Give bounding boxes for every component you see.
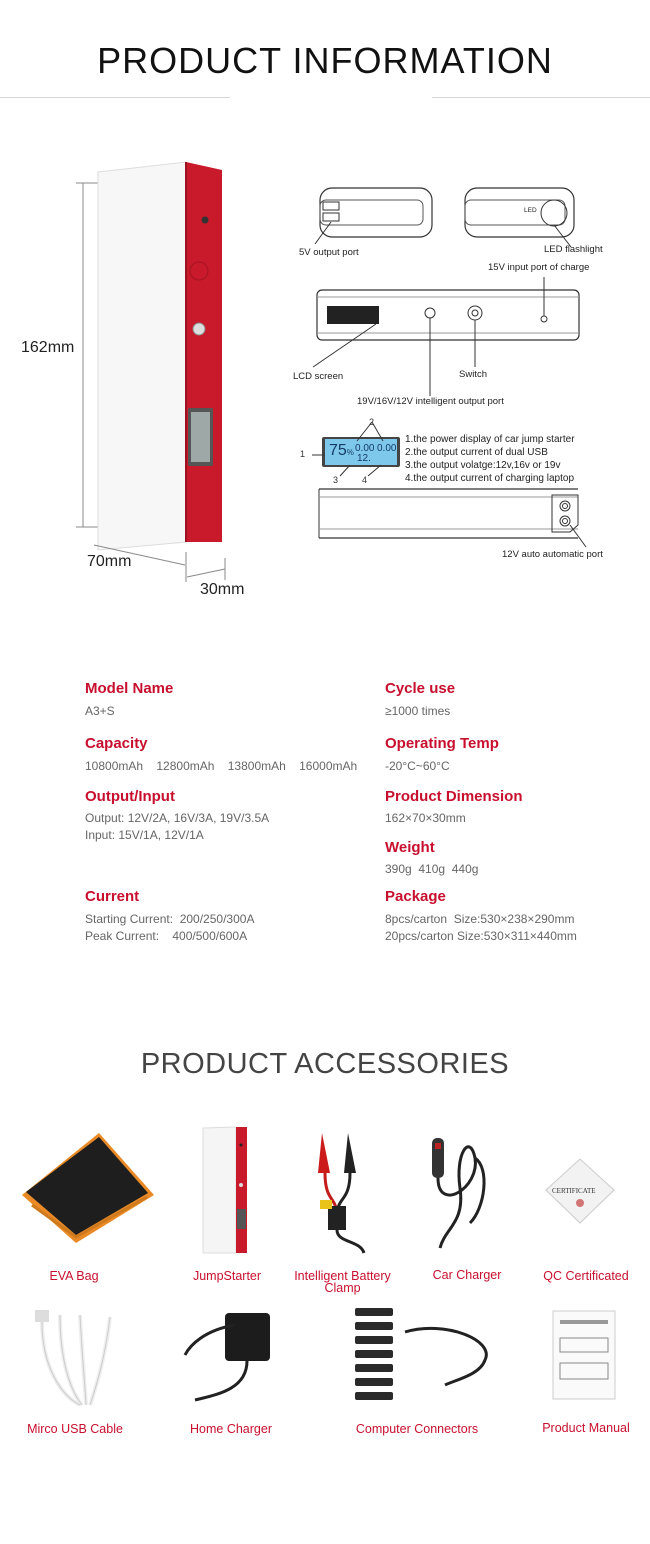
certificate-image	[540, 1155, 620, 1235]
product-manual-image	[550, 1308, 620, 1404]
weight-value: 390g 410g 440g	[385, 862, 479, 876]
accessory-computer-connectors-label: Computer Connectors	[355, 1422, 479, 1436]
charge-port-label: 15V input port of charge	[488, 262, 590, 273]
operating-temp-label: Operating Temp	[385, 735, 499, 752]
lcd-legend	[405, 433, 575, 485]
page-title: PRODUCT INFORMATION	[97, 40, 553, 81]
computer-connectors-image	[345, 1300, 495, 1412]
lcd-percent-sign: %	[346, 448, 354, 457]
laptop-port-label: 19V/16V/12V intelligent output port	[357, 396, 504, 407]
title-divider-left	[0, 97, 230, 98]
product-dimension-value: 162×70×30mm	[385, 811, 466, 825]
output-input-value: Output: 12V/2A, 16V/3A, 19V/3.5A Input: 15V/1A, 12V/1A	[85, 811, 270, 842]
cycle-use-label: Cycle use	[385, 680, 456, 697]
callout-3: 3	[333, 475, 339, 485]
lcd-screen-label: LCD screen	[293, 371, 344, 382]
accessory-battery-clamp-label: Intelligent Battery Clamp	[294, 1269, 391, 1295]
capacity-label: Capacity	[85, 735, 148, 752]
callout-4: 4	[362, 475, 368, 485]
accessory-qc-certificated-label: QC Certificated	[543, 1269, 629, 1283]
weight-label: Weight	[385, 839, 435, 856]
package-value: 8pcs/carton Size:530×238×290mm 20pcs/carton Size:530×311×440mm	[385, 912, 577, 943]
certificate-text: CERTIFICATE	[552, 1187, 596, 1195]
accessory-product-manual-label: Product Manual	[542, 1421, 630, 1435]
led-flashlight-label: LED flashlight	[544, 244, 603, 255]
callout-1: 1	[300, 449, 306, 459]
battery-clamp-image	[300, 1128, 380, 1258]
model-name-value: A3+S	[85, 704, 115, 718]
capacity-value: 10800mAh 12800mAh 13800mAh 16000mAh	[85, 759, 358, 773]
accessory-car-charger-label: Car Charger	[432, 1268, 502, 1282]
lcd-output-voltage: 12.	[357, 453, 371, 464]
usb-port-end-view	[315, 188, 432, 244]
current-label: Current	[85, 888, 140, 905]
output-input-label: Output/Input	[85, 788, 175, 805]
side-view-top	[313, 277, 579, 396]
usb-cable-image	[30, 1305, 130, 1413]
accessory-jumpstarter-label: JumpStarter	[192, 1269, 262, 1283]
led-text: LED	[524, 207, 537, 214]
operating-temp-value: -20°C~60°C	[385, 759, 450, 773]
cycle-use-value: ≥1000 times	[385, 704, 451, 718]
width-dimension: 70mm	[87, 553, 132, 570]
accessory-eva-bag-label: EVA Bag	[49, 1269, 99, 1283]
legend-item: 1.the power display of car jump starter	[405, 434, 575, 445]
usb-port-label: 5V output port	[299, 247, 359, 258]
switch-label: Switch	[459, 369, 487, 380]
model-name-label: Model Name	[85, 680, 174, 697]
jump-starter-device	[98, 162, 222, 550]
accessories-title: PRODUCT ACCESSORIES	[140, 1048, 510, 1080]
legend-item: 3.the output volatge:12v,16v or 19v	[405, 460, 561, 471]
lcd-usb-current-1: 0.00	[355, 443, 375, 454]
car-charger-image	[420, 1128, 500, 1256]
product-dimension-label: Product Dimension	[385, 788, 523, 805]
lcd-usb-current-2: 0.00	[377, 443, 397, 454]
product-dimension-illustration	[0, 150, 280, 610]
depth-dimension: 30mm	[200, 581, 245, 598]
legend-item: 4.the output current of charging laptop	[405, 473, 575, 484]
auto-port-label: 12V auto automatic port	[502, 549, 603, 560]
callout-2: 2	[369, 417, 375, 427]
lcd-percent-value	[329, 442, 354, 460]
side-view-bottom	[319, 489, 586, 547]
jumpstarter-image	[200, 1125, 252, 1255]
height-dimension: 162mm	[21, 339, 75, 356]
legend-item: 2.the output current of dual USB	[405, 447, 548, 458]
led-end-view	[465, 188, 574, 247]
lcd-percent-number: 75	[329, 442, 347, 459]
current-value: Starting Current: 200/250/300A Peak Current: 400/500/600A	[85, 912, 255, 943]
package-label: Package	[385, 888, 446, 905]
eva-bag-image	[14, 1125, 154, 1245]
accessory-home-charger-label: Home Charger	[190, 1422, 272, 1436]
title-divider-right	[432, 97, 650, 98]
accessory-usb-cable-label: Mirco USB Cable	[27, 1422, 123, 1436]
home-charger-image	[175, 1305, 285, 1405]
